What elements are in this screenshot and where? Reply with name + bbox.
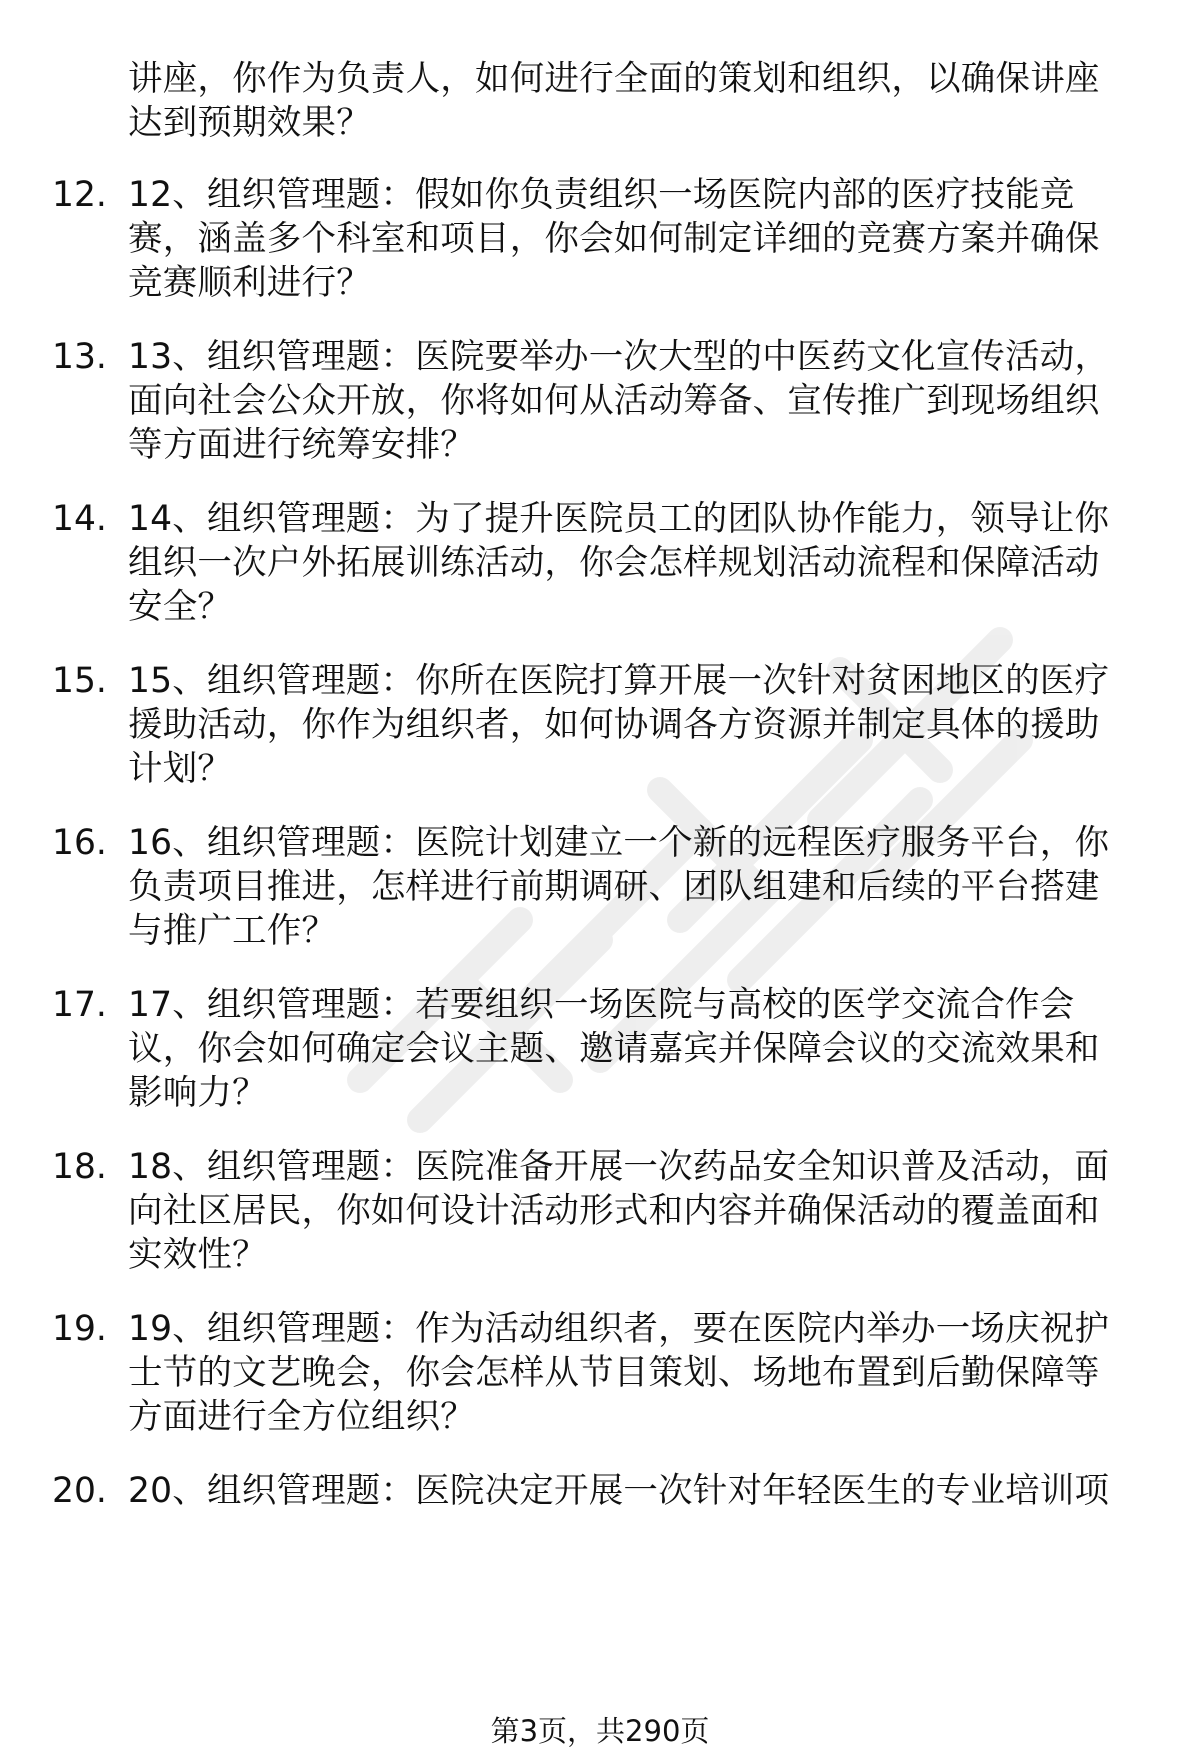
item-line: 赛，涵盖多个科室和项目，你会如何制定详细的竞赛方案并确保 — [128, 219, 1100, 259]
item-line: 与推广工作？ — [128, 911, 337, 951]
item-line: 士节的文艺晚会，你会怎样从节目策划、场地布置到后勤保障等 — [128, 1353, 1100, 1393]
item-line: 17、组织管理题：若要组织一场医院与高校的医学交流合作会 — [128, 985, 1075, 1025]
item-line: 12、组织管理题：假如你负责组织一场医院内部的医疗技能竞 — [128, 175, 1075, 215]
continuation-line-2: 达到预期效果？ — [128, 103, 371, 143]
item-line: 15、组织管理题：你所在医院打算开展一次针对贫困地区的医疗 — [128, 661, 1110, 701]
item-line: 19、组织管理题：作为活动组织者，要在医院内举办一场庆祝护 — [128, 1309, 1110, 1349]
item-number: 16. — [52, 823, 107, 863]
item-number: 18. — [52, 1147, 107, 1187]
item-line: 向社区居民，你如何设计活动形式和内容并确保活动的覆盖面和 — [128, 1191, 1100, 1231]
item-number: 15. — [52, 661, 107, 701]
item-number: 14. — [52, 499, 107, 539]
item-line: 议，你会如何确定会议主题、邀请嘉宾并保障会议的交流效果和 — [128, 1029, 1100, 1069]
item-line: 20、组织管理题：医院决定开展一次针对年轻医生的专业培训项 — [128, 1471, 1110, 1511]
item-line: 面向社会公众开放，你将如何从活动筹备、宣传推广到现场组织 — [128, 381, 1100, 421]
item-line: 18、组织管理题：医院准备开展一次药品安全知识普及活动，面 — [128, 1147, 1110, 1187]
item-line: 安全？ — [128, 587, 233, 627]
item-line: 组织一次户外拓展训练活动，你会怎样规划活动流程和保障活动 — [128, 543, 1100, 583]
page-footer: 第3页，共290页 — [490, 1714, 710, 1748]
item-number: 13. — [52, 337, 107, 377]
continuation-line-1: 讲座，你作为负责人，如何进行全面的策划和组织，以确保讲座 — [128, 59, 1100, 99]
item-line: 计划？ — [128, 749, 233, 789]
item-number: 12. — [52, 175, 107, 215]
item-line: 方面进行全方位组织？ — [128, 1397, 475, 1437]
item-line: 14、组织管理题：为了提升医院员工的团队协作能力，领导让你 — [128, 499, 1110, 539]
item-number: 17. — [52, 985, 107, 1025]
item-line: 13、组织管理题：医院要举办一次大型的中医药文化宣传活动， — [128, 337, 1110, 377]
item-line: 16、组织管理题：医院计划建立一个新的远程医疗服务平台，你 — [128, 823, 1110, 863]
item-line: 实效性？ — [128, 1235, 267, 1275]
item-line: 援助活动，你作为组织者，如何协调各方资源并制定具体的援助 — [128, 705, 1100, 745]
item-line: 影响力？ — [128, 1073, 267, 1113]
item-number: 19. — [52, 1309, 107, 1349]
item-line: 等方面进行统筹安排？ — [128, 425, 475, 465]
item-line: 负责项目推进，怎样进行前期调研、团队组建和后续的平台搭建 — [128, 867, 1100, 907]
item-number: 20. — [52, 1471, 107, 1511]
item-line: 竞赛顺利进行？ — [128, 263, 371, 303]
